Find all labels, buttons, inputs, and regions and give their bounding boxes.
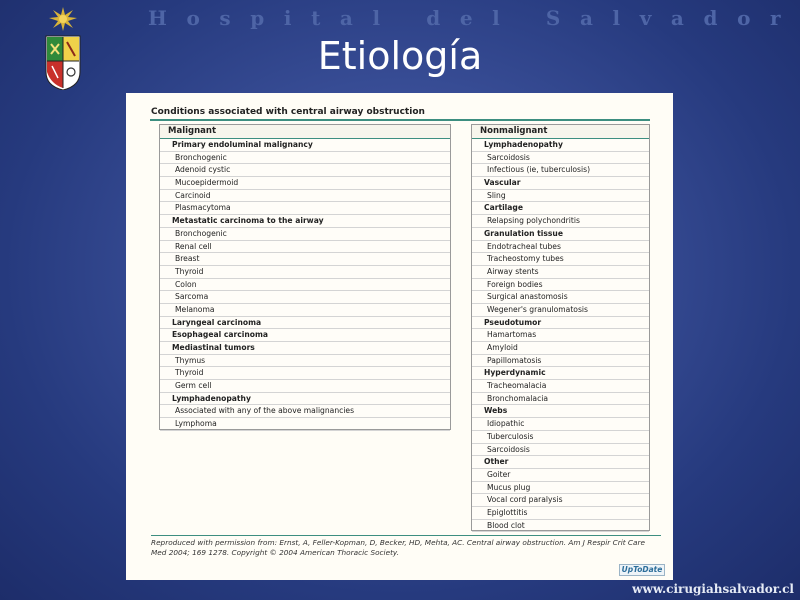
table-row: Wegener's granulomatosis	[472, 304, 649, 317]
table-row: Renal cell	[160, 241, 450, 254]
table-image	[126, 93, 673, 580]
uptodate-badge: UpToDate	[619, 564, 665, 576]
category-row: Metastatic carcinoma to the airway	[160, 215, 450, 228]
table-row: Carcinoid	[160, 190, 450, 203]
slide-title: Etiología	[317, 34, 483, 78]
title-divider	[150, 119, 650, 121]
table-row: Sarcoma	[160, 291, 450, 304]
footer-url: www.cirugiahsalvador.cl	[632, 582, 794, 596]
table-row: Bronchomalacia	[472, 393, 649, 406]
citation: Reproduced with permission from: Ernst, A, Feller-Kopman, D, Becker, HD, Mehta, AC. Central airway obstruction. Am J Respir Crit Care Med 2004; 169 1278. Copyright © 2004 American Thoracic Society.	[151, 535, 661, 558]
nonmalignant-column	[471, 124, 650, 531]
table-row: Amyloid	[472, 342, 649, 355]
table-row: Sarcoidosis	[472, 152, 649, 165]
category-row: Webs	[472, 405, 649, 418]
table-row: Sling	[472, 190, 649, 203]
table-row: Sarcoidosis	[472, 444, 649, 457]
category-row: Other	[472, 456, 649, 469]
table-row: Blood clot	[472, 520, 649, 533]
table-row: Colon	[160, 279, 450, 292]
nonmalignant-rows	[472, 139, 649, 532]
table-row: Thyroid	[160, 367, 450, 380]
malignant-column	[159, 124, 451, 430]
table-row: Airway stents	[472, 266, 649, 279]
malignant-rows	[160, 139, 450, 431]
malignant-heading: Malignant	[160, 125, 450, 139]
table-row: Bronchogenic	[160, 152, 450, 165]
category-row: Lymphadenopathy	[472, 139, 649, 152]
table-row: Melanoma	[160, 304, 450, 317]
table-row: Thyroid	[160, 266, 450, 279]
table-row: Tuberculosis	[472, 431, 649, 444]
category-row: Lymphadenopathy	[160, 393, 450, 406]
category-row: Cartilage	[472, 202, 649, 215]
table-row: Lymphoma	[160, 418, 450, 431]
table-row: Surgical anastomosis	[472, 291, 649, 304]
table-row: Endotracheal tubes	[472, 241, 649, 254]
table-row: Foreign bodies	[472, 279, 649, 292]
table-row: Mucoepidermoid	[160, 177, 450, 190]
table-row: Infectious (ie, tuberculosis)	[472, 164, 649, 177]
table-row: Germ cell	[160, 380, 450, 393]
category-row: Vascular	[472, 177, 649, 190]
table-row: Thymus	[160, 355, 450, 368]
category-row: Laryngeal carcinoma	[160, 317, 450, 330]
table-title: Conditions associated with central airway obstruction	[151, 107, 425, 117]
table-row: Papillomatosis	[472, 355, 649, 368]
table-row: Tracheostomy tubes	[472, 253, 649, 266]
table-row: Goiter	[472, 469, 649, 482]
table-row: Mucus plug	[472, 482, 649, 495]
table-row: Adenoid cystic	[160, 164, 450, 177]
table-row: Bronchogenic	[160, 228, 450, 241]
table-row: Hamartomas	[472, 329, 649, 342]
table-row: Relapsing polychondritis	[472, 215, 649, 228]
table-row: Tracheomalacia	[472, 380, 649, 393]
table-row: Vocal cord paralysis	[472, 494, 649, 507]
hospital-header: Hospital del Salvador	[148, 6, 800, 30]
category-row: Pseudotumor	[472, 317, 649, 330]
table-row: Idiopathic	[472, 418, 649, 431]
nonmalignant-heading: Nonmalignant	[472, 125, 649, 139]
table-row: Epiglottitis	[472, 507, 649, 520]
category-row: Granulation tissue	[472, 228, 649, 241]
table-row: Plasmacytoma	[160, 202, 450, 215]
category-row: Hyperdynamic	[472, 367, 649, 380]
category-row: Esophageal carcinoma	[160, 329, 450, 342]
category-row: Primary endoluminal malignancy	[160, 139, 450, 152]
table-row: Associated with any of the above malignancies	[160, 405, 450, 418]
table-row: Breast	[160, 253, 450, 266]
category-row: Mediastinal tumors	[160, 342, 450, 355]
